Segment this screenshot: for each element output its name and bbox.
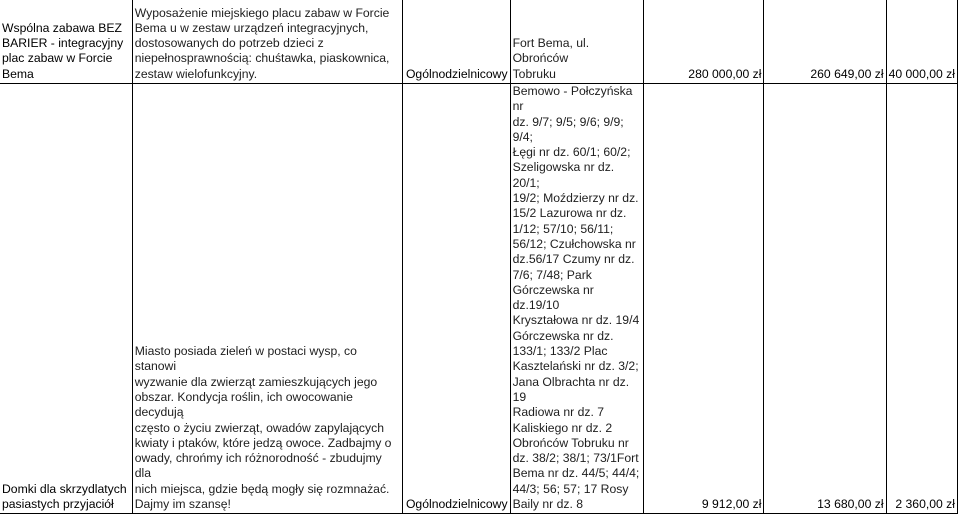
project-name: Wspólna zabawa BEZ BARIER - integracyjny plac zabaw w Forcie Bema [0,0,132,84]
project-location: Fort Bema, ul. Obrońców Tobruku [510,0,644,84]
table-row [0,84,958,514]
project-scope: Ogólnodzielnicowy [402,84,510,514]
table-row [0,0,958,84]
project-description: Miasto posiada zieleń w postaci wysp, co stanowi wyzwanie dla zwierząt zamieszkujących jego obszar. Kondycja roślin, ich owocowanie decydują często o życiu zwierząt, owadów zapylających kwiaty i ptaków, które jedzą owoce. Zadbajmy o owady, chrońmy ich różnorodność - zbudujmy dla nich miejsca, gdzie będą mogły się rozmnażać. Dajmy im szansę! [132,84,402,514]
project-name: Domki dla skrzydlatych pasiastych przyjaciół [0,84,132,514]
project-description: Wyposażenie miejskiego placu zabaw w Forcie Bema u w zestaw urządzeń integracyjnych, dostosowanych do potrzeb dzieci z niepełnosprawnością: chuśtawka, piaskownica, zestaw wielofunkcyjny. [132,0,402,84]
project-amount-a: 260 649,00 zł [764,0,886,84]
project-cost: 280 000,00 zł [644,0,764,84]
project-cost: 9 912,00 zł [644,84,764,514]
project-amount-b: 40 000,00 zł [886,0,957,84]
project-amount-a: 13 680,00 zł [764,84,886,514]
project-scope: Ogólnodzielnicowy [402,0,510,84]
project-amount-b: 2 360,00 zł [886,84,957,514]
project-location: Bemowo - Połczyńska nr dz. 9/7; 9/5; 9/6; 9/9; 9/4; Łęgi nr dz. 60/1; 60/2; Szeligowska nr dz. 20/1; 19/2; Moździerzy nr dz. 15/2 Lazurowa nr dz. 1/12; 57/10; 56/11; 56/12; Czułchowska nr dz.56/17 Czumy nr dz. 7/6; 7/48; Park Górczewska nr dz.19/10 Kryształowa nr dz. 19/4 Górczewska nr dz. 133/1; 133/2 Plac Kasztelański nr dz. 3/2; Jana Olbrachta nr dz. 19 Radiowa nr dz. 7 Kaliskiego nr dz. 2 Obrońców Tobruku nr dz. 38/2; 38/1; 73/1Fort Bema nr dz. 44/5; 44/4; 44/3; 56; 57; 17 Rosy Baily nr dz. 8 [510,84,644,514]
